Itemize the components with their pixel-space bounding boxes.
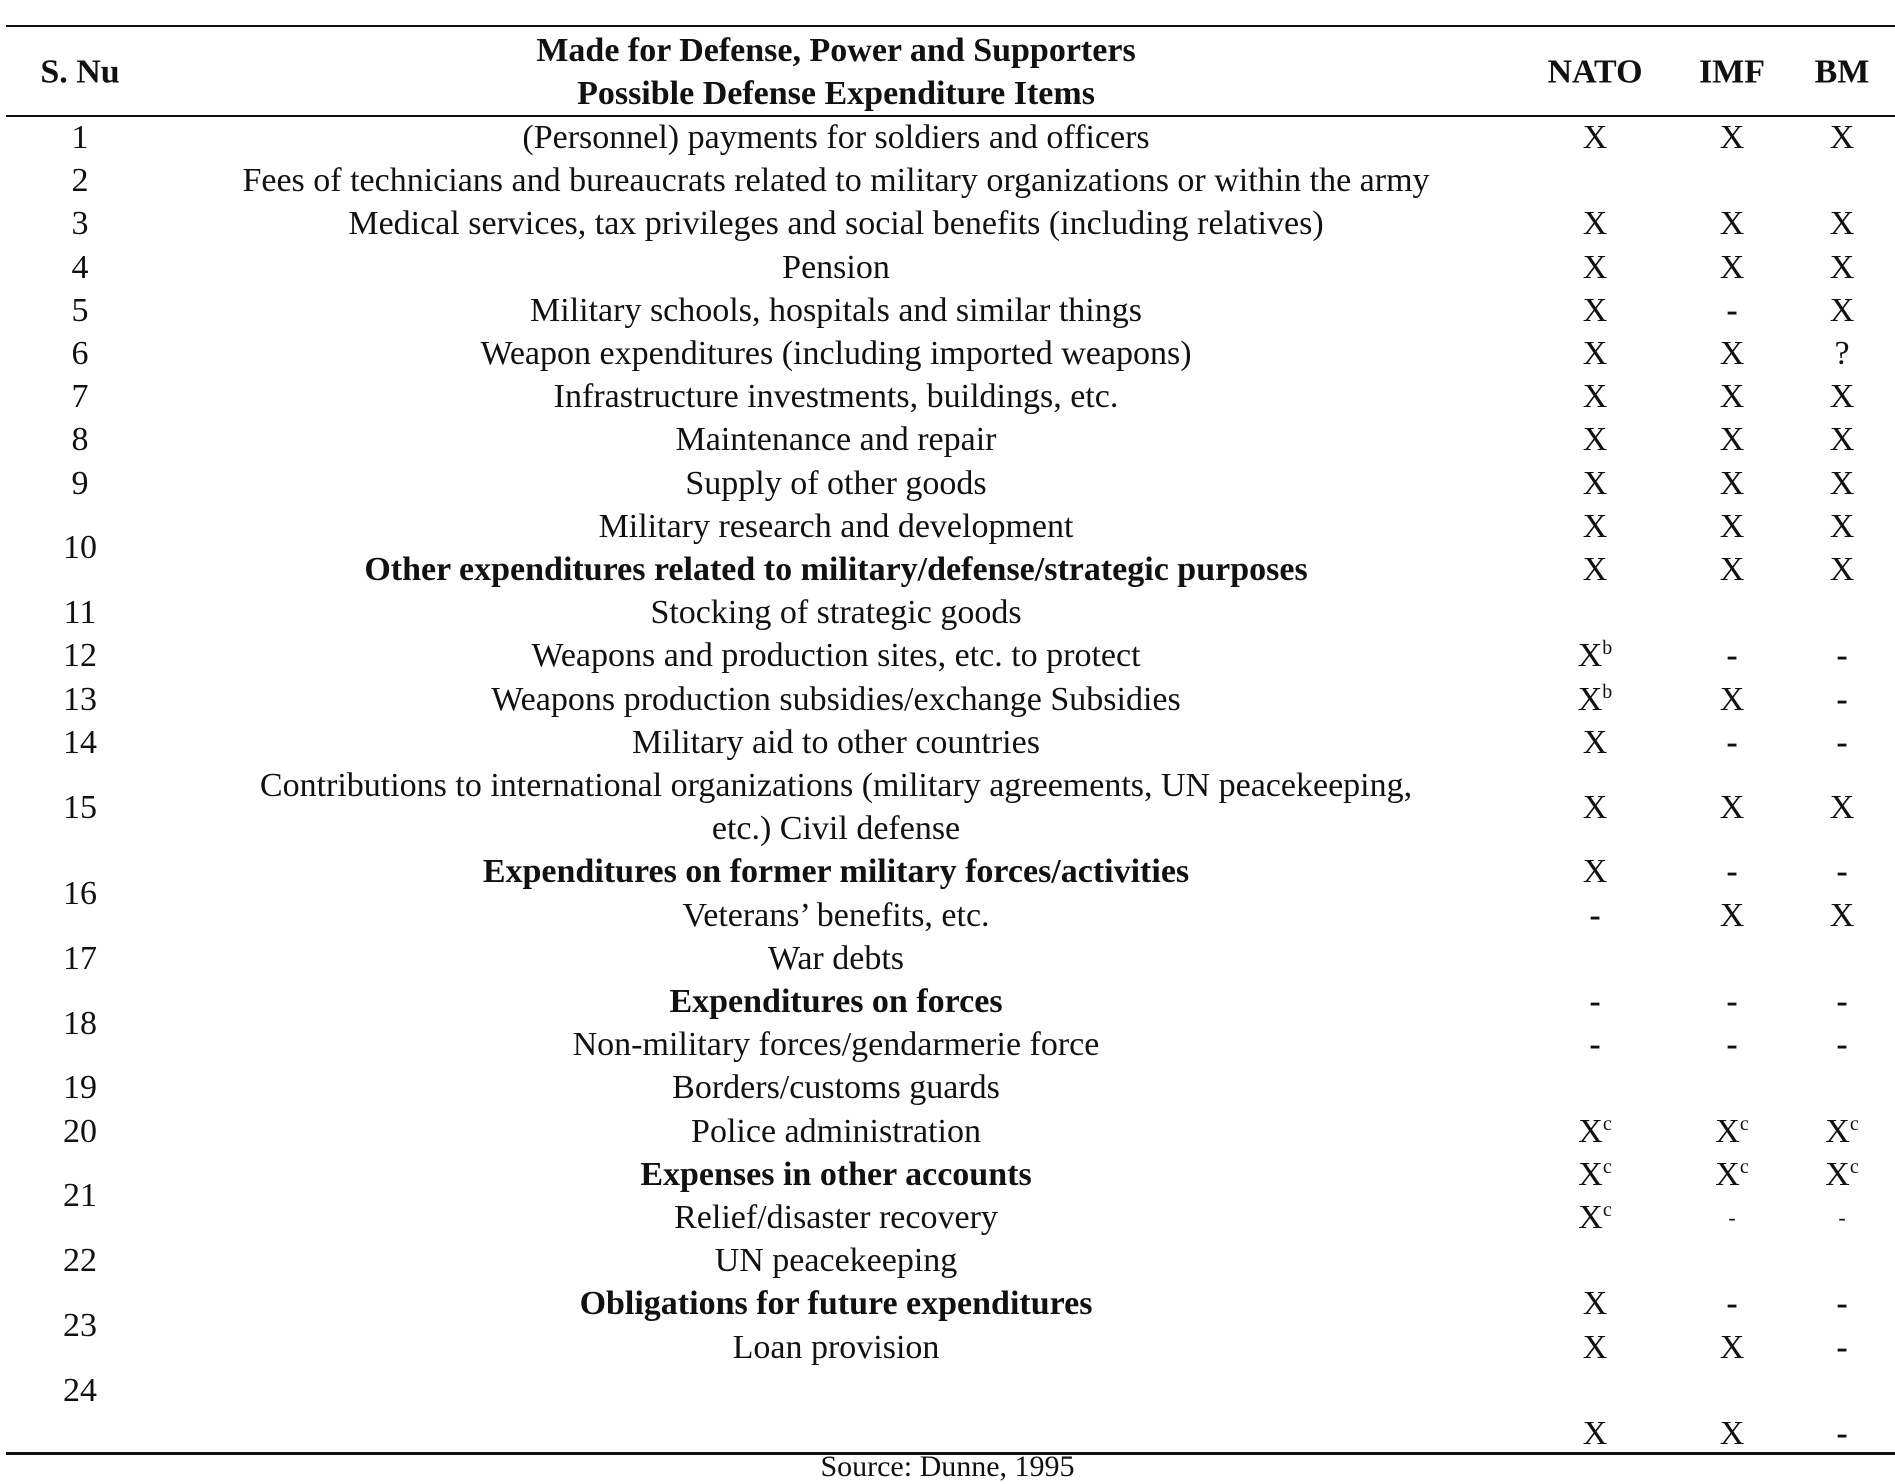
imf-mark-value: - (1726, 1026, 1738, 1064)
imf-mark (1720, 464, 1745, 504)
category-heading: Expenses in other accounts (640, 1155, 1032, 1193)
imf-mark (1715, 1112, 1748, 1152)
nato-mark-value: X (1582, 1415, 1608, 1452)
row-number: 18 (63, 1004, 97, 1042)
bm-mark (1830, 550, 1855, 590)
nato-mark (1578, 636, 1613, 676)
row-number: 19 (63, 1069, 97, 1107)
imf-mark (1726, 636, 1737, 676)
category-heading: Expenditures on forces (669, 983, 1003, 1020)
imf-mark-value: X (1719, 335, 1745, 372)
row-number: 9 (71, 464, 89, 502)
expenditure-item: Military aid to other countries (632, 723, 1040, 761)
nato-mark-value: X (1582, 291, 1608, 329)
imf-mark (1720, 507, 1745, 547)
nato-mark (1589, 1025, 1600, 1065)
expenditure-item: Pension (782, 248, 890, 286)
nato-mark-value: X (1582, 335, 1608, 372)
nato-mark-value: X (1582, 1328, 1608, 1366)
nato-mark-value: X (1582, 378, 1608, 416)
nato-mark (1583, 204, 1608, 244)
category-heading: Other expenditures related to military/defense/strategic purposes (364, 551, 1308, 588)
imf-mark-value: - (1726, 853, 1738, 891)
nato-mark (1583, 118, 1608, 158)
row-number: 17 (63, 939, 97, 977)
bm-mark (1830, 204, 1855, 244)
footnote-superscript: c (1739, 1112, 1749, 1135)
nato-mark (1583, 291, 1608, 331)
bm-mark (1836, 1284, 1847, 1324)
imf-mark-value: - (1728, 1205, 1736, 1230)
nato-mark (1578, 1198, 1611, 1238)
expenditure-item: Weapons production subsidies/exchange Subsidies (491, 680, 1181, 718)
header-bm: BM (1814, 53, 1870, 91)
bm-mark (1836, 1414, 1847, 1454)
bm-mark (1825, 1155, 1858, 1195)
bm-mark-value: - (1836, 983, 1848, 1020)
imf-mark (1726, 982, 1737, 1022)
imf-mark-value: X (1719, 1328, 1745, 1366)
bm-mark (1834, 334, 1849, 374)
nato-mark-value: X (1582, 723, 1608, 761)
nato-mark (1583, 1414, 1608, 1454)
nato-mark-value: - (1589, 983, 1601, 1020)
header-items-line2: Possible Defense Expenditure Items (577, 75, 1095, 112)
imf-mark (1720, 1328, 1745, 1368)
expenditure-item: Military schools, hospitals and similar things (530, 291, 1142, 329)
imf-mark-value: X (1719, 248, 1745, 286)
expenditure-item: Non-military forces/gendarmerie force (572, 1026, 1100, 1064)
nato-mark (1578, 680, 1613, 720)
bm-mark-value: X (1829, 205, 1855, 243)
nato-mark-value: X (1578, 1112, 1603, 1150)
bm-mark (1836, 1328, 1847, 1368)
category-heading: Expenditures on former military forces/activities (482, 853, 1190, 891)
bm-mark (1836, 680, 1847, 720)
nato-mark (1578, 1155, 1611, 1195)
bm-mark-value: X (1829, 291, 1855, 329)
header-bottom-rule (6, 115, 1895, 117)
bm-mark-value: X (1825, 1155, 1850, 1193)
row-number: 22 (63, 1242, 97, 1280)
nato-mark (1583, 464, 1608, 504)
nato-mark-value: - (1589, 896, 1601, 934)
category-heading: Obligations for future expenditures (579, 1285, 1093, 1323)
nato-mark-value: X (1582, 551, 1608, 588)
bm-mark (1830, 248, 1855, 288)
nato-mark (1583, 507, 1608, 547)
bm-mark (1838, 1198, 1845, 1238)
imf-mark (1720, 550, 1745, 590)
footnote-superscript: c (1739, 1155, 1749, 1178)
nato-mark-value: X (1577, 637, 1603, 675)
expenditure-item: (Personnel) payments for soldiers and officers (522, 119, 1150, 156)
bm-mark (1836, 982, 1847, 1022)
bm-mark-value: - (1836, 637, 1848, 675)
header-nato: NATO (1547, 53, 1643, 91)
header-items-line1: Made for Defense, Power and Supporters (536, 32, 1136, 69)
nato-mark (1583, 334, 1608, 374)
expenditure-item: Police administration (691, 1112, 981, 1150)
bm-mark-value: - (1838, 1205, 1846, 1230)
expenditure-item: Infrastructure investments, buildings, etc. (553, 378, 1119, 416)
nato-mark-value: X (1582, 248, 1608, 286)
bm-mark-value: - (1836, 680, 1848, 718)
table-top-rule (6, 25, 1895, 27)
bm-mark-value: - (1836, 1415, 1848, 1452)
bm-mark-value: - (1836, 1285, 1848, 1323)
expenditure-item: Weapon expenditures (including imported weapons) (480, 335, 1192, 372)
nato-mark (1583, 1328, 1608, 1368)
row-number: 6 (71, 335, 89, 372)
row-number: 13 (63, 680, 97, 718)
imf-mark-value: - (1726, 983, 1738, 1020)
nato-mark (1578, 1112, 1611, 1152)
imf-mark (1720, 1414, 1745, 1454)
imf-mark (1715, 1155, 1748, 1195)
nato-mark (1583, 377, 1608, 417)
row-number: 24 (63, 1371, 97, 1409)
bm-mark (1830, 420, 1855, 460)
bm-mark-value: - (1836, 723, 1848, 761)
row-number: 10 (63, 529, 97, 567)
footnote-superscript: c (1602, 1112, 1612, 1135)
imf-mark-value: X (1719, 507, 1745, 545)
expenditure-item: UN peacekeeping (714, 1242, 958, 1280)
bm-mark (1830, 896, 1855, 936)
imf-mark (1720, 204, 1745, 244)
bm-mark-value: X (1829, 378, 1855, 416)
row-number: 15 (63, 788, 97, 826)
nato-mark-value: X (1582, 421, 1608, 459)
bm-mark: X (1829, 788, 1855, 826)
bm-mark-value: - (1836, 853, 1848, 891)
expenditure-item: Stocking of strategic goods (650, 594, 1022, 632)
bm-mark-value: ? (1834, 335, 1850, 372)
imf-mark-value: X (1719, 421, 1745, 459)
row-number: 23 (63, 1307, 97, 1344)
row-number: 3 (71, 205, 89, 243)
imf-mark (1720, 680, 1745, 720)
bm-mark-value: X (1829, 421, 1855, 459)
bm-mark (1836, 1025, 1847, 1065)
imf-mark-value: - (1726, 291, 1738, 329)
imf-mark-value: X (1719, 378, 1745, 416)
imf-mark (1720, 896, 1745, 936)
bm-mark (1836, 636, 1847, 676)
nato-mark-value: X (1578, 1199, 1603, 1236)
row-number: 7 (71, 378, 89, 416)
expenditure-item: Supply of other goods (685, 464, 987, 502)
nato-mark (1583, 248, 1608, 288)
bm-mark-value: X (1829, 507, 1855, 545)
imf-mark: X (1719, 788, 1745, 826)
imf-mark-value: - (1726, 637, 1738, 675)
imf-mark-value: X (1719, 1415, 1745, 1452)
imf-mark (1728, 1198, 1735, 1238)
row-number: 8 (71, 421, 89, 459)
nato-mark (1583, 550, 1608, 590)
expenditure-item: Weapons and production sites, etc. to protect (531, 637, 1141, 675)
expenditure-item: Relief/disaster recovery (674, 1199, 998, 1236)
expenditure-item: Medical services, tax privileges and social benefits (including relatives) (348, 205, 1324, 243)
imf-mark (1726, 1284, 1737, 1324)
row-number: 16 (63, 875, 97, 912)
imf-mark (1720, 334, 1745, 374)
nato-mark-value: X (1578, 1155, 1603, 1193)
imf-mark-value: X (1719, 205, 1745, 243)
bm-mark (1836, 723, 1847, 763)
imf-mark-value: - (1726, 723, 1738, 761)
bm-mark (1830, 377, 1855, 417)
nato-mark (1583, 852, 1608, 892)
row-number: 14 (63, 723, 97, 761)
bm-mark-value: X (1829, 464, 1855, 502)
bm-mark (1825, 1112, 1858, 1152)
nato-mark-value: X (1577, 680, 1603, 718)
row-number: 21 (63, 1177, 97, 1215)
footnote-superscript: b (1602, 637, 1613, 660)
nato-mark-value: X (1582, 1285, 1608, 1323)
bm-mark-value: - (1836, 1026, 1848, 1064)
bm-mark (1836, 852, 1847, 892)
bm-mark-value: X (1829, 896, 1855, 934)
imf-mark-value: X (1719, 896, 1745, 934)
expenditure-item: War debts (767, 939, 905, 977)
expenditure-item: Maintenance and repair (675, 421, 997, 459)
footnote-superscript: c (1602, 1155, 1612, 1178)
expenditure-item: Fees of technicians and bureaucrats related to military organizations or within the army (242, 162, 1430, 200)
bm-mark-value: X (1829, 248, 1855, 286)
nato-mark (1583, 1284, 1608, 1324)
footnote-superscript: c (1849, 1155, 1859, 1178)
nato-mark (1589, 896, 1600, 936)
footnote-superscript: c (1849, 1112, 1859, 1135)
header-imf: IMF (1698, 53, 1766, 91)
nato-mark-value: X (1582, 205, 1608, 243)
bm-mark-value: - (1836, 1328, 1848, 1366)
imf-mark (1720, 377, 1745, 417)
bm-mark-value: X (1829, 551, 1855, 588)
nato-mark (1583, 420, 1608, 460)
imf-mark (1726, 852, 1737, 892)
nato-mark (1589, 982, 1600, 1022)
expenditure-item: Veterans’ benefits, etc. (682, 896, 990, 934)
nato-mark-value: X (1582, 853, 1608, 891)
imf-mark-value: X (1719, 680, 1745, 718)
bm-mark (1830, 118, 1855, 158)
nato-mark-value: X (1582, 507, 1608, 545)
imf-mark-value: X (1719, 464, 1745, 502)
header-sno: S. Nu (40, 53, 120, 91)
imf-mark (1720, 118, 1745, 158)
row-number: 20 (63, 1112, 97, 1150)
bm-mark-value: X (1825, 1112, 1850, 1150)
imf-mark-value: X (1715, 1155, 1740, 1193)
expenditure-item: Borders/customs guards (672, 1069, 1000, 1107)
expenditure-item: Military research and development (598, 507, 1074, 545)
imf-mark (1720, 248, 1745, 288)
header-items (536, 29, 1135, 115)
nato-mark-value: - (1589, 1026, 1601, 1064)
imf-mark (1726, 291, 1737, 331)
row-number: 4 (71, 248, 89, 286)
bm-mark-value: X (1829, 119, 1855, 156)
row-number: 11 (63, 594, 97, 632)
row-number: 2 (71, 162, 89, 200)
nato-mark-value: X (1582, 464, 1608, 502)
imf-mark (1726, 723, 1737, 763)
expenditure-item: Loan provision (732, 1328, 940, 1366)
expenditure-item: Contributions to international organizations (military agreements, UN peacekeeping, (259, 767, 1413, 804)
row-number: 1 (71, 119, 89, 156)
nato-mark: X (1582, 788, 1608, 826)
imf-mark (1720, 420, 1745, 460)
imf-mark-value: X (1719, 119, 1745, 156)
imf-mark (1726, 1025, 1737, 1065)
footnote-superscript: b (1602, 680, 1613, 703)
nato-mark-value: X (1582, 119, 1608, 156)
source-note: Source: Dunne, 1995 (820, 1450, 1075, 1483)
imf-mark-value: X (1719, 551, 1745, 588)
row-number: 5 (71, 291, 89, 329)
footnote-superscript: c (1602, 1199, 1612, 1221)
bm-mark (1830, 291, 1855, 331)
imf-mark-value: X (1715, 1112, 1740, 1150)
bm-mark (1830, 464, 1855, 504)
nato-mark (1583, 723, 1608, 763)
row-number: 12 (63, 637, 97, 675)
bm-mark (1830, 507, 1855, 547)
imf-mark-value: - (1726, 1285, 1738, 1323)
expenditure-item: etc.) Civil defense (711, 810, 961, 848)
